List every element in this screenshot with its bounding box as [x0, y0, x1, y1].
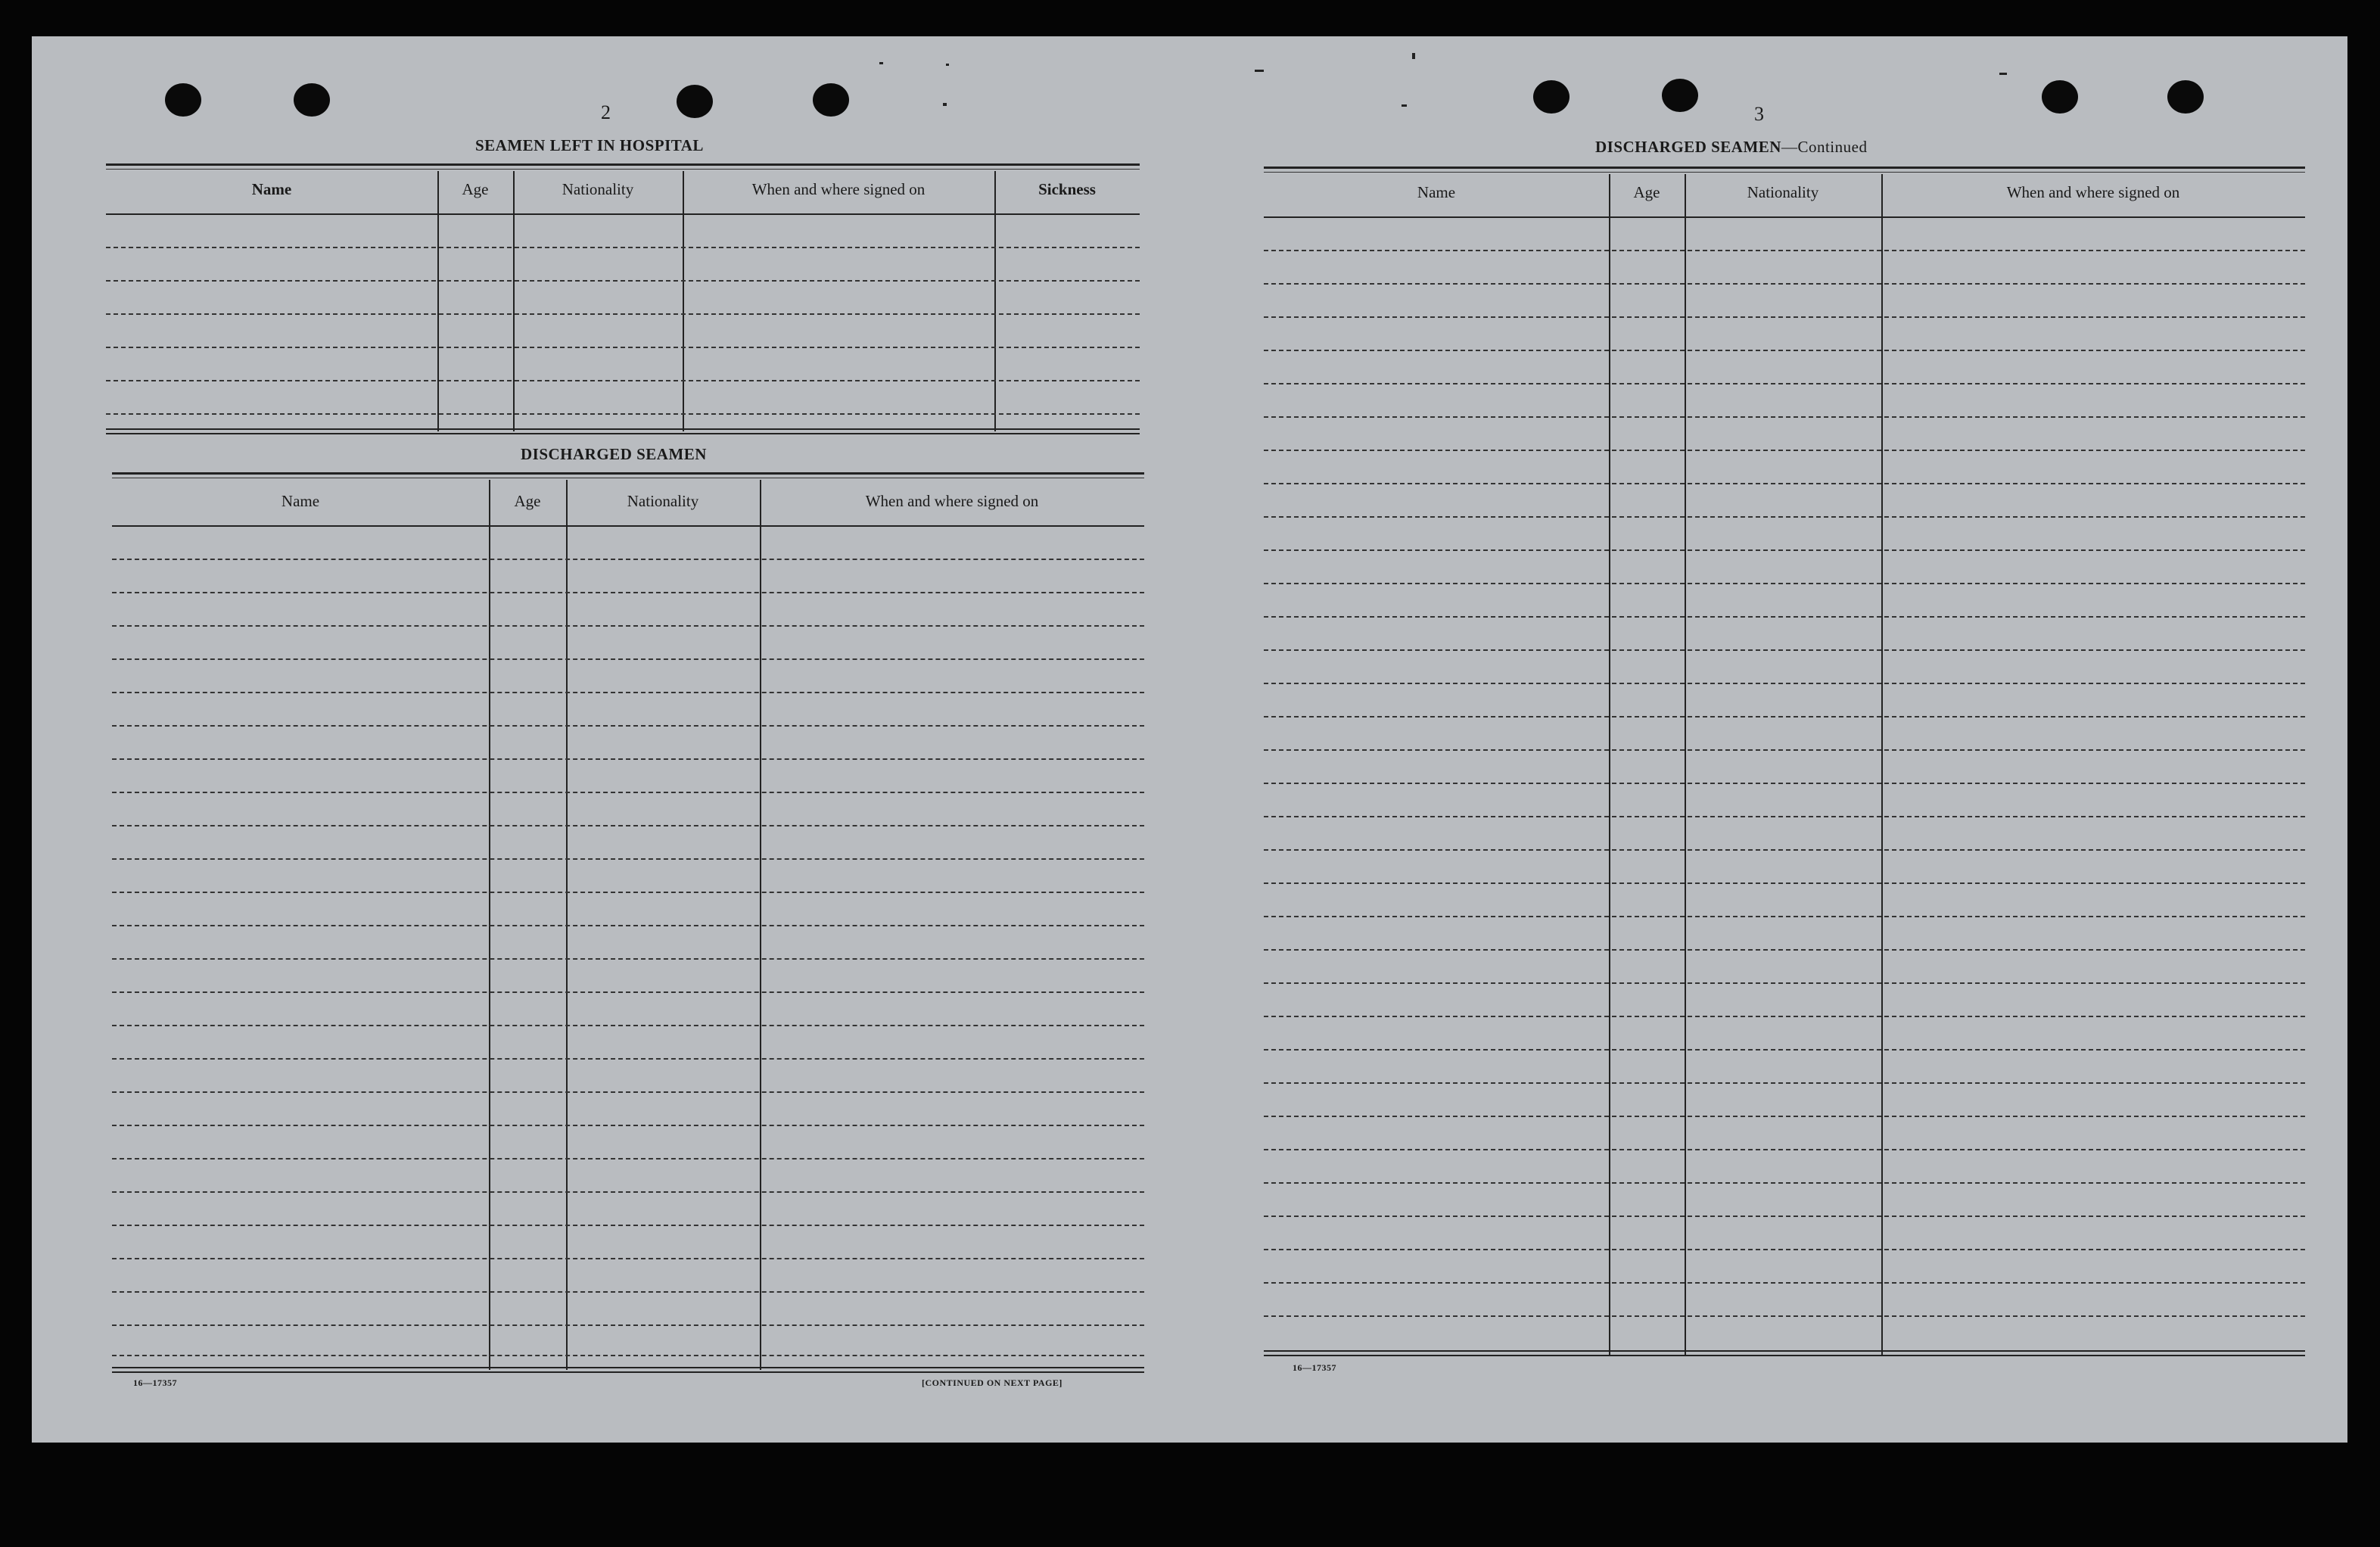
hospital-table	[106, 162, 1140, 462]
table-row	[1264, 350, 2305, 351]
table-row	[112, 658, 1144, 660]
table-row	[112, 792, 1144, 793]
column-header-when-where: When and where signed on	[865, 492, 1039, 510]
table-row	[106, 380, 1140, 381]
table-row	[1264, 583, 2305, 584]
hospital-section-title: SEAMEN LEFT IN HOSPITAL	[475, 136, 704, 154]
table-row	[112, 925, 1144, 926]
column-header-when-where: When and where signed on	[2006, 183, 2180, 201]
table-row	[1264, 1249, 2305, 1250]
scan-speck	[879, 62, 883, 64]
scan-speck	[1412, 53, 1415, 59]
column-header-nationality: Nationality	[1747, 183, 1819, 201]
table-row	[106, 280, 1140, 282]
table-row	[112, 592, 1144, 593]
table-row	[1264, 749, 2305, 751]
table-row	[112, 1158, 1144, 1159]
scan-speck	[1402, 104, 1407, 107]
table-row	[1264, 882, 2305, 884]
table-row	[1264, 1016, 2305, 1017]
column-header-age: Age	[1633, 183, 1660, 201]
table-row	[112, 1091, 1144, 1093]
table-row	[1264, 816, 2305, 817]
form-number: 16—17357	[1293, 1362, 1336, 1373]
table-row	[112, 625, 1144, 627]
table-row	[112, 1291, 1144, 1293]
table-row	[1264, 1315, 2305, 1317]
table-row	[112, 1058, 1144, 1060]
page-number: 2	[601, 101, 611, 123]
table-row	[1264, 416, 2305, 418]
column-header-sickness: Sickness	[1038, 180, 1096, 198]
table-row	[112, 991, 1144, 993]
discharged-continued-title	[1595, 138, 1867, 157]
punch-hole	[677, 85, 713, 118]
punch-hole	[294, 83, 330, 117]
table-row	[106, 347, 1140, 348]
table-row	[112, 825, 1144, 826]
punch-hole	[165, 83, 201, 117]
table-row	[1264, 1116, 2305, 1117]
table-row	[106, 247, 1140, 248]
table-row	[112, 1355, 1144, 1356]
table-row	[1264, 383, 2305, 384]
punch-hole	[2042, 80, 2078, 114]
discharged-table	[112, 471, 1144, 1409]
continued-note: [CONTINUED ON NEXT PAGE]	[922, 1377, 1062, 1388]
column-header-when-where: When and where signed on	[751, 180, 926, 198]
scan-speck	[1999, 73, 2007, 75]
discharged-title-text: DISCHARGED SEAMEN	[1595, 138, 1781, 156]
column-header-name: Name	[1417, 183, 1456, 201]
scan-speck	[946, 64, 949, 66]
discharged-continued-table	[1264, 165, 2305, 1391]
table-row	[112, 559, 1144, 560]
table-row	[1264, 1182, 2305, 1184]
table-row	[112, 692, 1144, 693]
table-row	[1264, 849, 2305, 851]
table-row	[112, 1258, 1144, 1259]
table-row	[1264, 982, 2305, 984]
table-row	[1264, 450, 2305, 451]
table-row	[1264, 649, 2305, 651]
table-row	[1264, 1216, 2305, 1217]
table-row	[112, 1324, 1144, 1326]
table-row	[112, 892, 1144, 893]
table-row	[1264, 283, 2305, 285]
punch-hole	[1533, 80, 1570, 114]
discharged-section-title: DISCHARGED SEAMEN	[521, 445, 707, 463]
table-row	[1264, 316, 2305, 318]
table-row	[112, 725, 1144, 727]
column-header-age: Age	[514, 492, 541, 510]
table-row	[1264, 716, 2305, 717]
column-header-name: Name	[281, 492, 320, 510]
punch-hole	[1662, 79, 1698, 112]
table-row	[1264, 916, 2305, 917]
table-row	[112, 858, 1144, 860]
table-row	[106, 313, 1140, 315]
table-row	[112, 758, 1144, 760]
scan-speck	[943, 103, 947, 106]
table-row	[1264, 483, 2305, 484]
table-row	[1264, 549, 2305, 551]
document-sheet	[32, 36, 2347, 1443]
table-row	[112, 958, 1144, 960]
table-row	[112, 1191, 1144, 1193]
page-number: 3	[1754, 103, 1764, 125]
table-row	[1264, 683, 2305, 684]
column-header-age: Age	[462, 180, 489, 198]
column-header-name: Name	[251, 180, 292, 198]
table-row	[112, 1125, 1144, 1126]
table-row	[1264, 1282, 2305, 1284]
table-row	[1264, 616, 2305, 618]
punch-hole	[2167, 80, 2204, 114]
punch-hole	[813, 83, 849, 117]
table-row	[1264, 1149, 2305, 1150]
table-row	[106, 413, 1140, 415]
column-header-nationality: Nationality	[562, 180, 634, 198]
form-number: 16—17357	[133, 1377, 177, 1388]
column-header-nationality: Nationality	[627, 492, 699, 510]
table-row	[112, 1025, 1144, 1026]
continued-suffix: —Continued	[1781, 138, 1868, 156]
table-row	[1264, 250, 2305, 251]
table-row	[1264, 949, 2305, 951]
scan-speck	[1255, 70, 1264, 72]
table-row	[112, 1225, 1144, 1226]
table-row	[1264, 1049, 2305, 1051]
table-row	[1264, 1082, 2305, 1084]
table-row	[1264, 516, 2305, 518]
table-row	[1264, 783, 2305, 784]
